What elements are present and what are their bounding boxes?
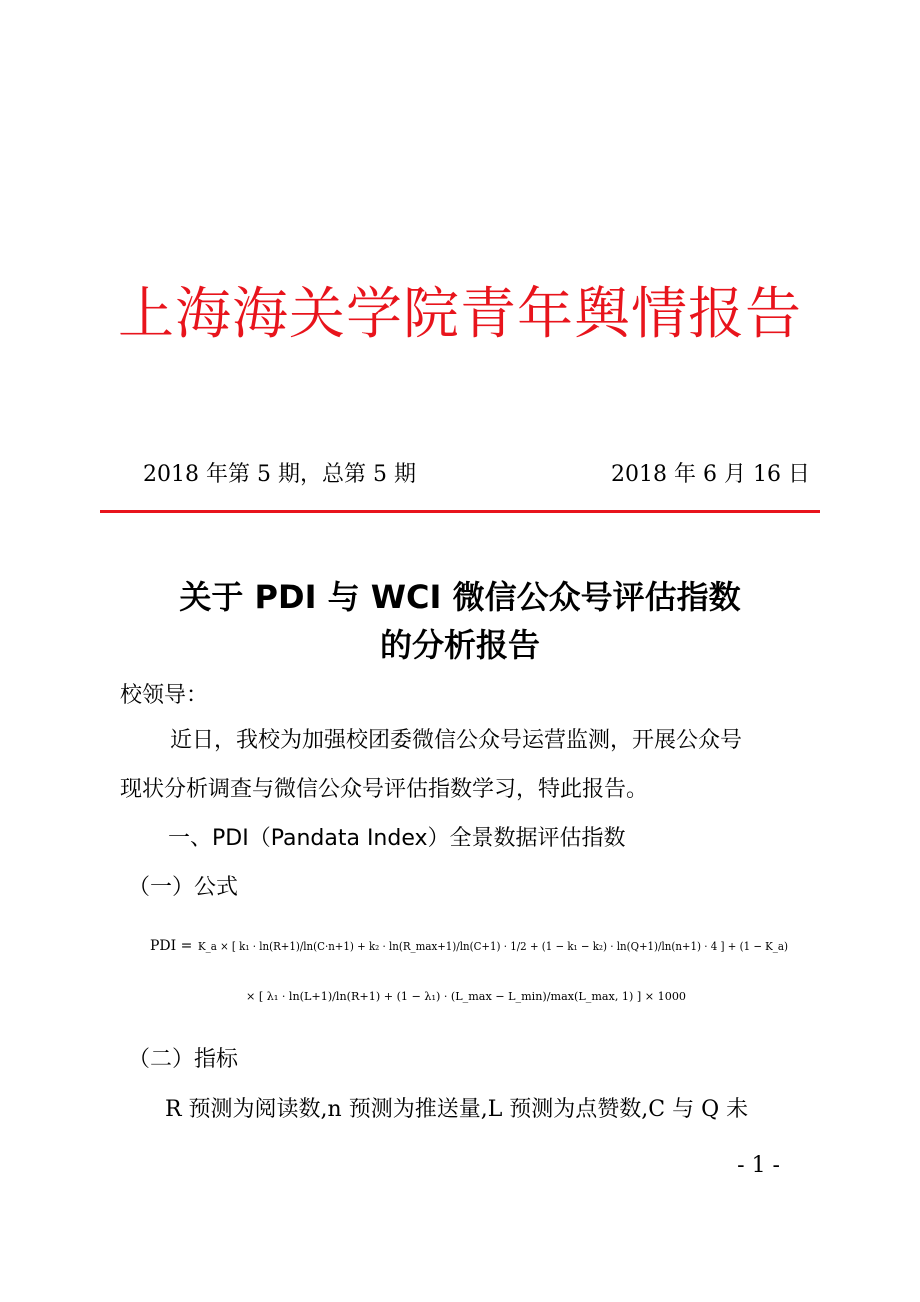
page-number: - 1 - <box>737 1153 780 1178</box>
red-divider <box>100 510 820 513</box>
report-masthead: 上海海关学院青年舆情报告 <box>118 282 802 347</box>
report-title-line1: 关于 PDI 与 WCI 微信公众号评估指数 <box>179 578 741 616</box>
formula-row-1: K_a × [ k₁ · ln(R+1)/ln(C·n+1) + k₂ · ln(R_max+1)/ln(C+1) · 1/2 + (1 − k₁ − k₂) · ln(Q+1)/ln(n+1) · 4 ] + (1 − K_a) <box>198 939 788 953</box>
paragraph-2-line-1: R 预测为阅读数,n 预测为推送量,L 预测为点赞数,C 与 Q 未 <box>165 1097 749 1122</box>
section-heading-pdi: 一、PDI（Pandata Index）全景数据评估指数 <box>168 826 626 851</box>
paragraph-1-line-1: 近日，我校为加强校团委微信公众号运营监测，开展公众号 <box>170 728 743 753</box>
formula-lhs: PDI = <box>150 938 193 954</box>
report-title-line2: 的分析报告 <box>379 626 540 664</box>
pdi-formula <box>150 922 790 1022</box>
paragraph-1-line-2: 现状分析调查与微信公众号评估指数学习，特此报告。 <box>120 777 649 802</box>
salutation: 校领导： <box>120 683 209 708</box>
subsection-heading-indicators: （二）指标 <box>128 1047 239 1072</box>
formula-row-2: × [ λ₁ · ln(L+1)/ln(R+1) + (1 − λ₁) · (L_max − L_min)/max(L_max, 1) ] × 1000 <box>246 989 686 1003</box>
issue-number: 2018 年第 5 期，总第 5 期 <box>143 462 416 487</box>
issue-date: 2018 年 6 月 16 日 <box>611 462 810 487</box>
subsection-heading-formula: （一）公式 <box>128 875 239 900</box>
